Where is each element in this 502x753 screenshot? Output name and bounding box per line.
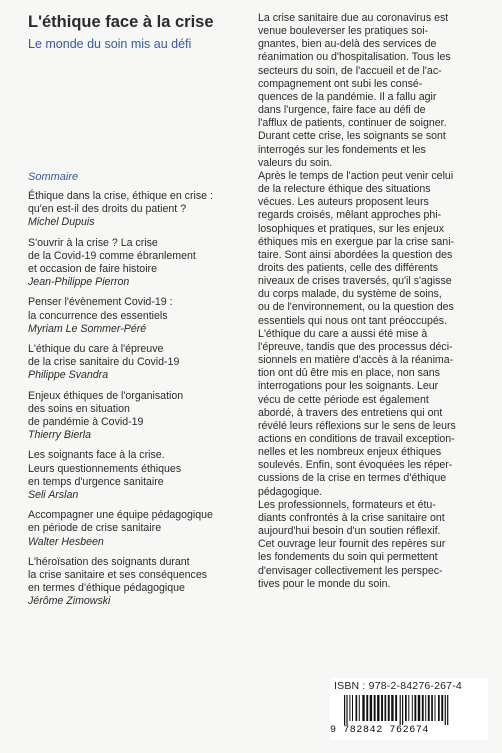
toc-item-title: L'éthique du care à l'épreuve de la crise sanitaire du Covid-19 (28, 343, 180, 369)
toc-item (28, 190, 253, 230)
toc-item (28, 556, 253, 609)
barcode-number: 9 782842 762674 (330, 725, 430, 736)
toc-item (28, 509, 253, 549)
barcode-icon (344, 695, 484, 725)
toc-item-title: Enjeux éthiques de l'organisation des soins en situation de pandémie à Covid-19 (28, 389, 184, 429)
toc-item-title: L'héroïsation des soignants durant la crise sanitaire et ses conséquences en termes d'éthique pédagogique (28, 555, 208, 595)
toc-item-author: Myriam Le Sommer-Péré (28, 322, 147, 335)
toc-item (28, 343, 253, 383)
body-paragraph: La crise sanitaire due au coronavirus est venue bouleverser les pratiques soi- gnantes, bien au-delà des services de réanimation ou d'hospitalisation. Tous les secteurs du soin, de l'accueil et de l'ac- compagnement ont subi les consé- quences de la pandémie. Il a fallu agir dans l'urgence, faire face au défi de l'afflux de patients, continuer de soigner. Durant cette crise, les soignants se sont interrogés sur les fondements et les valeurs du soin. (258, 12, 451, 169)
book-title: L'éthique face à la crise (28, 13, 214, 31)
body-paragraph: Après le temps de l'action peut venir celui de la relecture éthique des situations vécues. Les auteurs proposent leurs regards croisés, mêlant approches phi- losophiques et pratiques, sur les enjeux éthiques mis en exergue par la crise sani- taire. Sont ainsi abordées la question des droits des patients, celle des différents niveaux de crises traversés, qu'il s'agisse du corps malade, du système de soins, ou de l'environnement, ou la question des essentiels qui nous ont tant préoccupés. L'éthique du care a aussi été mise à l'épreuve, tandis que des processus déci- sionnels en matière d'accès à la réanima- tion ont dû être mis en place, non sans interrogations pour les soignants. Leur vécu de cette période est également abordé, à travers des entretiens qui ont révélé leurs réflexions sur le sens de leurs actions en conditions de travail exception- nelles et les nombreux enjeux éthiques soulevés. Enfin, sont évoquées les réper- cussions de la crise en termes d'éthique pédagogique. (258, 169, 456, 498)
toc-item-author: Seli Arslan (28, 489, 79, 502)
toc-item-title: Accompagner une équipe pédagogique en période de crise sanitaire (28, 509, 213, 535)
toc-item-title: Penser l'évènement Covid-19 : la concurrence des essentiels (28, 296, 173, 322)
toc-item-title: Éthique dans la crise, éthique en crise : qu'en est-il des droits du patient ? (28, 190, 213, 216)
body-paragraph: Les professionnels, formateurs et étu- diants confrontés à la crise sanitaire ont aujourd'hui besoin d'un soutien réflexif. Cet ouvrage leur fournit des repères sur les fondements du soin qui permettent d'envisager collectivement les perspec- tives pour le monde du soin. (258, 498, 446, 590)
barcode-block (330, 678, 488, 740)
toc-item-author: Thierry Bierla (28, 429, 91, 442)
left-column (28, 12, 253, 616)
toc-item-author: Michel Dupuis (28, 216, 95, 229)
sommaire-heading: Sommaire (28, 171, 79, 183)
toc-item-author: Walter Hesbeen (28, 535, 104, 548)
toc-item (28, 390, 253, 443)
back-cover-text (258, 12, 482, 591)
toc-item-author: Philippe Svandra (28, 369, 109, 382)
toc-item-author: Jérôme Zimowski (28, 595, 111, 608)
table-of-contents (28, 190, 253, 609)
toc-item-title: Les soignants face à la crise. Leurs questionnements éthiques en temps d'urgence sanitaire (28, 449, 182, 488)
toc-item (28, 296, 253, 336)
toc-item (28, 237, 253, 290)
isbn-label: ISBN : 978-2-84276-267-4 (334, 680, 462, 692)
toc-item (28, 449, 253, 502)
toc-item-title: S'ouvrir à la crise ? La crise de la Covid-19 comme ébranlement et occasion de faire histoire (28, 236, 196, 276)
toc-item-author: Jean-Philippe Pierron (28, 276, 130, 289)
book-subtitle: Le monde du soin mis au défi (28, 37, 192, 51)
